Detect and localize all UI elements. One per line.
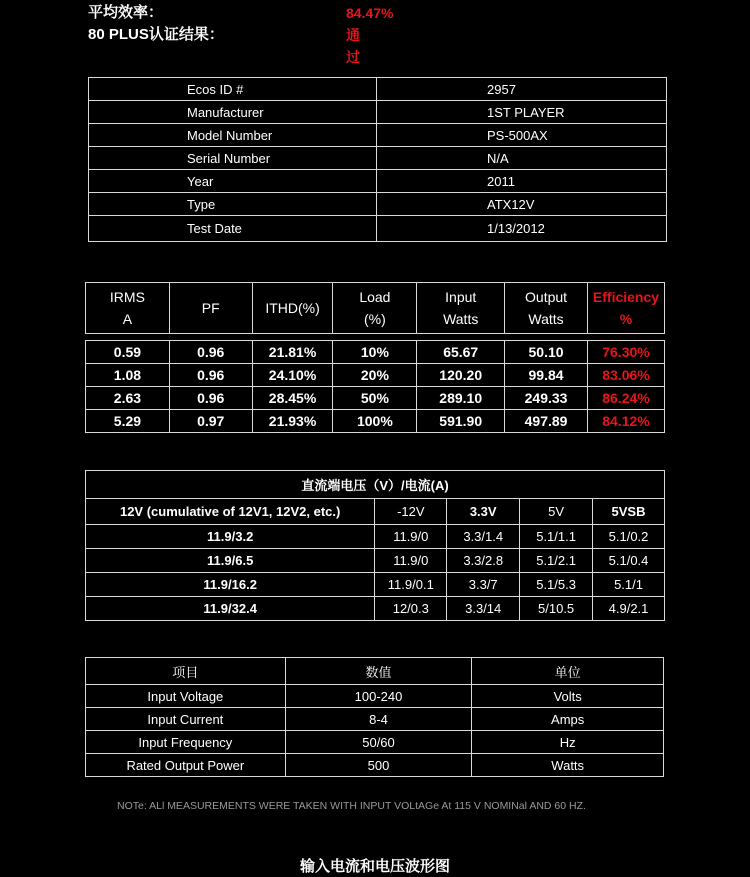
info-key: Model Number [89, 124, 377, 147]
summary [88, 2, 394, 65]
info-key: Type [89, 193, 377, 216]
output-watts-header: Output Watts [505, 283, 588, 334]
irms-cell: 1.08 [86, 364, 170, 387]
value-cell: 500 [285, 754, 472, 777]
efficiency-cell: 76.30% [587, 341, 664, 364]
v5-cell: 5.1/5.3 [520, 573, 593, 597]
info-value: 2011 [377, 170, 667, 193]
info-key: Serial Number [89, 147, 377, 170]
v33-cell: 3.3/2.8 [447, 549, 520, 573]
ithd-cell: 28.45% [252, 387, 333, 410]
v5-cell: 5/10.5 [520, 597, 593, 621]
info-key: Manufacturer [89, 101, 377, 124]
unit-cell: Hz [472, 731, 664, 754]
dc-header-row [86, 499, 665, 525]
efficiency-cell: 86.24% [587, 387, 664, 410]
v5sb-cell: 5.1/0.4 [593, 549, 665, 573]
input-watts-header: Input Watts [417, 283, 505, 334]
dc-title-row [86, 471, 665, 499]
ithd-header: ITHD(%) [252, 283, 333, 334]
efficiency-row [86, 387, 665, 410]
info-value: 1ST PLAYER [377, 101, 667, 124]
output-cell: 99.84 [505, 364, 588, 387]
dc-row [86, 549, 665, 573]
m12-cell: 11.9/0.1 [375, 573, 447, 597]
measurement-note: NOTe: ALl MEASUREMENTS WERE TAKEN WITH INPUT VOLtAGe At 115 V NOMINal AND 60 HZ. [117, 800, 586, 812]
input-cell: 65.67 [417, 341, 505, 364]
m12-header: -12V [375, 499, 447, 525]
waveform-section-title: 输入电流和电压波形图 [299, 858, 450, 875]
dc-row [86, 573, 665, 597]
v33-cell: 3.3/7 [447, 573, 520, 597]
pf-cell: 0.96 [169, 341, 252, 364]
load-header: Load (%) [333, 283, 417, 334]
item-header: 项目 [86, 658, 286, 685]
info-value: 1/13/2012 [377, 216, 667, 242]
output-cell: 50.10 [505, 341, 588, 364]
m12-cell: 11.9/0 [375, 525, 447, 549]
pf-header: PF [169, 283, 252, 334]
info-value: N/A [377, 147, 667, 170]
value-cell: 8-4 [285, 708, 472, 731]
unit-cell: Volts [472, 685, 664, 708]
irms-cell: 0.59 [86, 341, 170, 364]
item-cell: Input Voltage [86, 685, 286, 708]
input-spec-table [85, 657, 664, 777]
input-row [86, 708, 664, 731]
info-value: ATX12V [377, 193, 667, 216]
avg-efficiency-row [88, 2, 394, 24]
v12-header: 12V (cumulative of 12V1, 12V2, etc.) [86, 499, 375, 525]
value-header: 数值 [285, 658, 472, 685]
info-row [89, 216, 667, 242]
item-cell: Rated Output Power [86, 754, 286, 777]
info-key: Ecos ID # [89, 78, 377, 101]
load-cell: 20% [333, 364, 417, 387]
avg-efficiency-label: 平均效率： [88, 4, 164, 21]
input-cell: 120.20 [417, 364, 505, 387]
value-cell: 100-240 [285, 685, 472, 708]
table-gap [86, 334, 665, 341]
input-header-row [86, 658, 664, 685]
value-cell: 50/60 [285, 731, 472, 754]
unit-header: 单位 [472, 658, 664, 685]
irms-cell: 2.63 [86, 387, 170, 410]
input-cell: 591.90 [417, 410, 505, 433]
efficiency-row [86, 410, 665, 433]
dc-table-title: 直流端电压（V）/电流(A) [86, 471, 665, 499]
input-row [86, 754, 664, 777]
v5-cell: 5.1/1.1 [520, 525, 593, 549]
info-row [89, 193, 667, 216]
info-key: Test Date [89, 216, 377, 242]
efficiency-header-row [86, 283, 665, 334]
unit-cell: Amps [472, 708, 664, 731]
ithd-cell: 21.93% [252, 410, 333, 433]
v33-header: 3.3V [447, 499, 520, 525]
info-value: PS-500AX [377, 124, 667, 147]
info-row [89, 101, 667, 124]
dc-output-table [85, 470, 665, 621]
efficiency-header: Efficiency % [587, 283, 664, 334]
v12-cell: 11.9/16.2 [86, 573, 375, 597]
avg-efficiency-value: 84.47% [346, 5, 394, 21]
v12-cell: 11.9/3.2 [86, 525, 375, 549]
item-cell: Input Frequency [86, 731, 286, 754]
info-key: Year [89, 170, 377, 193]
v33-cell: 3.3/14 [447, 597, 520, 621]
info-value: 2957 [377, 78, 667, 101]
info-row [89, 170, 667, 193]
cert-value: 通过 [346, 27, 360, 65]
cert-label: 80 PLUS认证结果： [88, 26, 224, 43]
pf-cell: 0.97 [169, 410, 252, 433]
pf-cell: 0.96 [169, 364, 252, 387]
v5sb-cell: 5.1/1 [593, 573, 665, 597]
v5sb-header: 5VSB [593, 499, 665, 525]
efficiency-row [86, 341, 665, 364]
ithd-cell: 21.81% [252, 341, 333, 364]
info-row [89, 78, 667, 101]
v33-cell: 3.3/1.4 [447, 525, 520, 549]
m12-cell: 11.9/0 [375, 549, 447, 573]
v5sb-cell: 4.9/2.1 [593, 597, 665, 621]
input-row [86, 731, 664, 754]
irms-header: IRMS A [86, 283, 170, 334]
v12-cell: 11.9/32.4 [86, 597, 375, 621]
v12-cell: 11.9/6.5 [86, 549, 375, 573]
load-cell: 10% [333, 341, 417, 364]
dc-row [86, 525, 665, 549]
v5-header: 5V [520, 499, 593, 525]
unit-cell: Watts [472, 754, 664, 777]
psu-info-table [88, 77, 667, 242]
input-cell: 289.10 [417, 387, 505, 410]
pf-cell: 0.96 [169, 387, 252, 410]
efficiency-row [86, 364, 665, 387]
v5sb-cell: 5.1/0.2 [593, 525, 665, 549]
dc-row [86, 597, 665, 621]
cert-row [88, 24, 360, 65]
info-row [89, 147, 667, 170]
item-cell: Input Current [86, 708, 286, 731]
irms-cell: 5.29 [86, 410, 170, 433]
output-cell: 249.33 [505, 387, 588, 410]
v5-cell: 5.1/2.1 [520, 549, 593, 573]
efficiency-cell: 83.06% [587, 364, 664, 387]
info-row [89, 124, 667, 147]
load-cell: 50% [333, 387, 417, 410]
output-cell: 497.89 [505, 410, 588, 433]
m12-cell: 12/0.3 [375, 597, 447, 621]
load-cell: 100% [333, 410, 417, 433]
input-row [86, 685, 664, 708]
ithd-cell: 24.10% [252, 364, 333, 387]
efficiency-cell: 84.12% [587, 410, 664, 433]
efficiency-table [85, 282, 665, 433]
